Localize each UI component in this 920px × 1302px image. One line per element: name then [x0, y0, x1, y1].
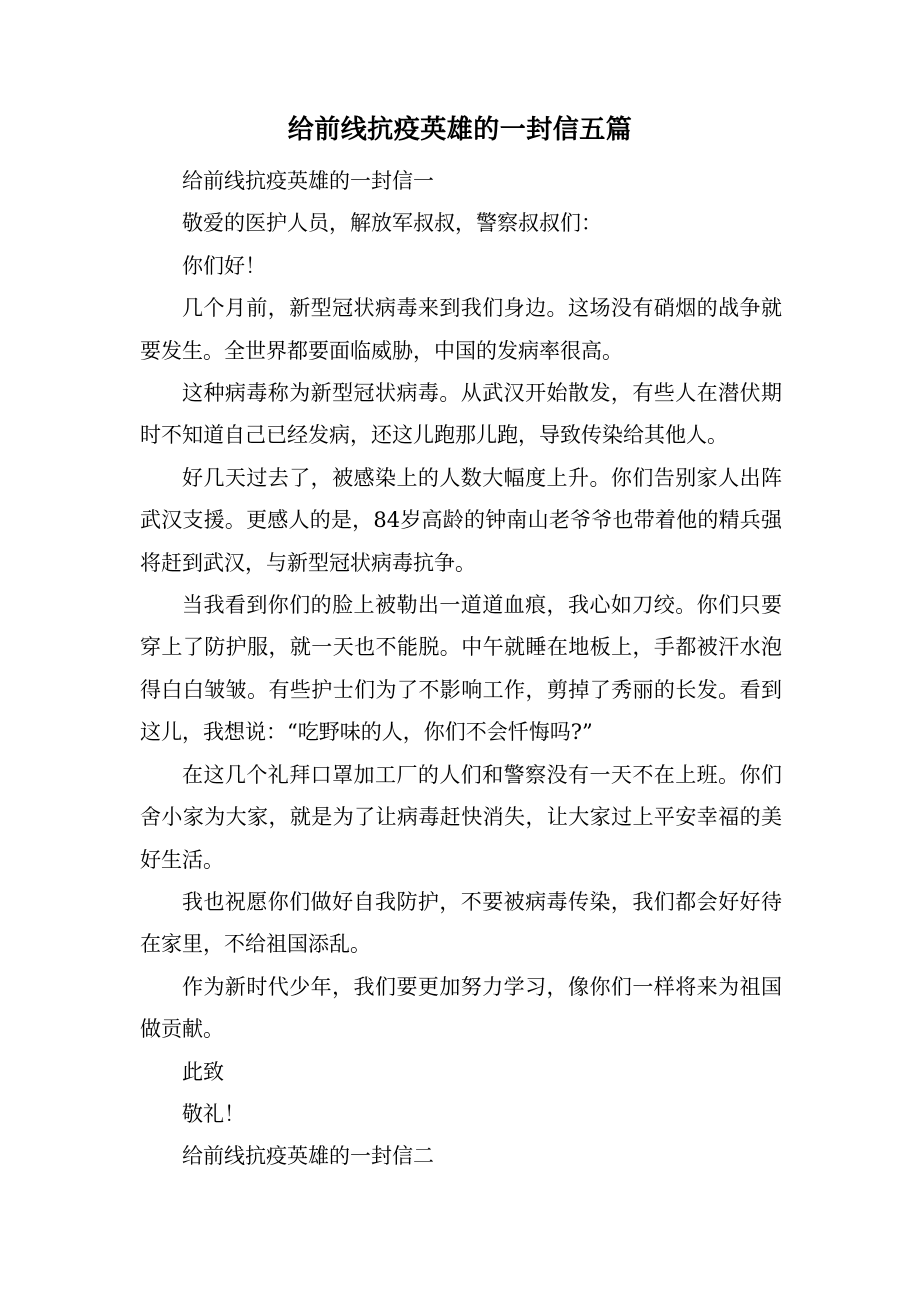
- paragraph: 几个月前，新型冠状病毒来到我们身边。这场没有硝烟的战争就要发生。全世界都要面临威胁，中国的发病率很高。: [140, 296, 782, 363]
- salutation: 敬爱的医护人员，解放军叔叔，警察叔叔们：: [182, 211, 602, 236]
- paragraph: 好几天过去了，被感染上的人数大幅度上升。你们告别家人出阵武汉支援。更感人的是，84岁高龄的钟南山老爷爷也带着他的精兵强将赶到武汉，与新型冠状病毒抗争。: [140, 465, 782, 575]
- section-heading: 给前线抗疫英雄的一封信二: [182, 1144, 434, 1169]
- document-body: [140, 160, 782, 1178]
- closing-line: 此致: [182, 1059, 224, 1084]
- paragraph: 在这几个礼拜口罩加工厂的人们和警察没有一天不在上班。你们舍小家为大家，就是为了让病毒赶快消失，让大家过上平安幸福的美好生活。: [140, 762, 782, 872]
- section-heading: 给前线抗疫英雄的一封信一: [182, 169, 434, 193]
- paragraph: 作为新时代少年，我们要更加努力学习，像你们一样将来为祖国做贡献。: [140, 974, 782, 1042]
- greeting: 你们好！: [182, 253, 266, 278]
- document-title: 给前线抗疫英雄的一封信五篇: [287, 115, 633, 145]
- closing-regards: 敬礼！: [182, 1101, 245, 1126]
- paragraph: 我也祝愿你们做好自我防护，不要被病毒传染，我们都会好好待在家里，不给祖国添乱。: [140, 889, 782, 957]
- paragraph: 这种病毒称为新型冠状病毒。从武汉开始散发，有些人在潜伏期时不知道自己已经发病，还这儿跑那儿跑，导致传染给其他人。: [140, 381, 782, 448]
- paragraph: 当我看到你们的脸上被勒出一道道血痕，我心如刀绞。你们只要穿上了防护服，就一天也不能脱。中午就睡在地板上，手都被汗水泡得白白皱皱。有些护士们为了不影响工作，剪掉了秀丽的长发。看到这儿，我想说：“吃野味的人，你们不会忏悔吗?”: [140, 593, 782, 745]
